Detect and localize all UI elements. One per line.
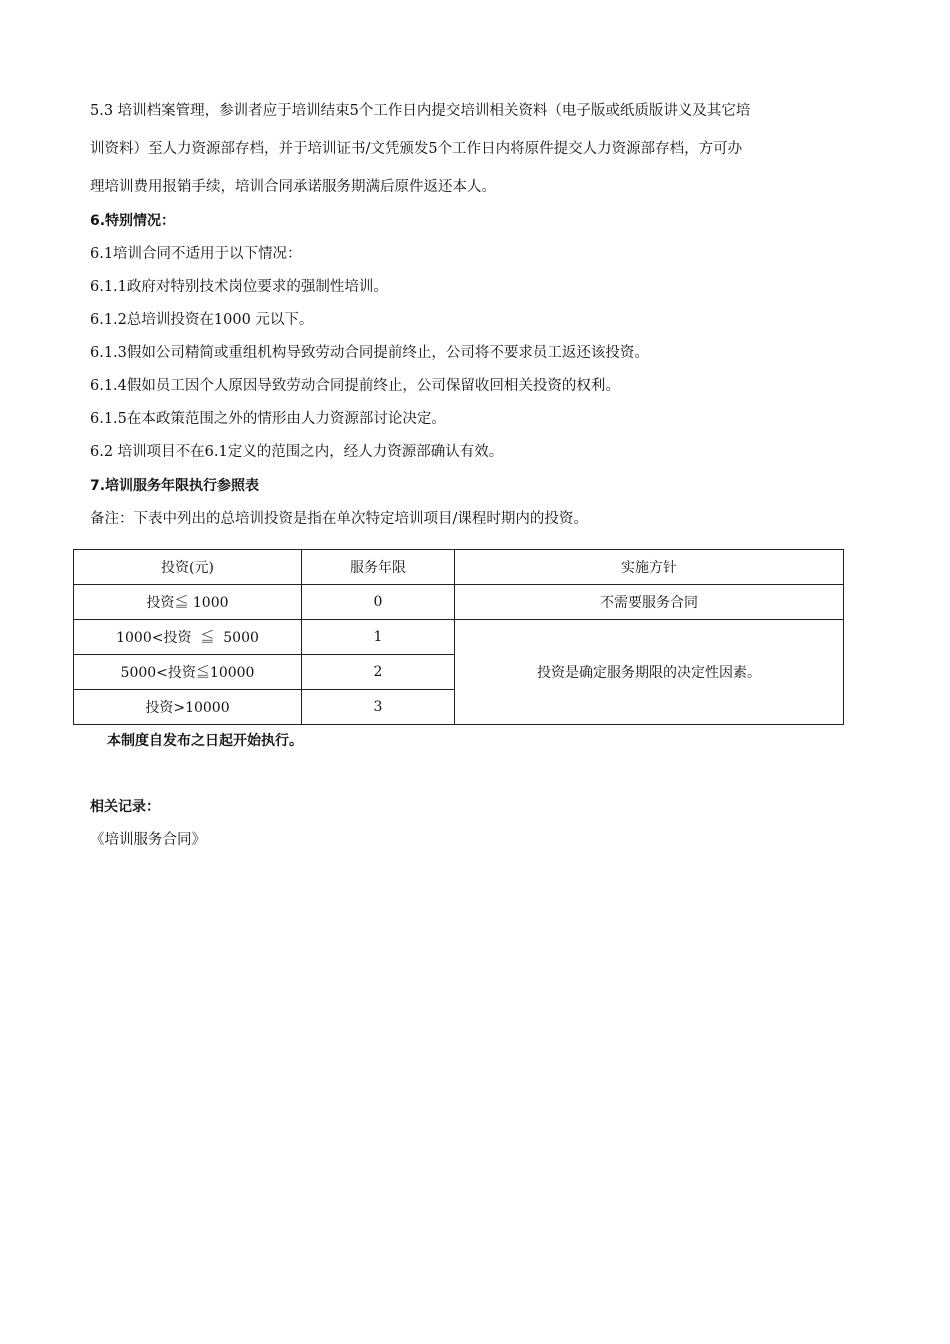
paragraph-6-1-5: 6.1.5在本政策范围之外的情形由人力资源部讨论决定。 [90, 411, 446, 427]
header-policy: 实施方针 [455, 550, 844, 585]
table-row [74, 585, 844, 620]
related-records-heading: 相关记录： [90, 799, 160, 815]
cell-merged-policy: 投资是确定服务期限的决定性因素。 [455, 620, 844, 725]
cell-investment: 投资≦ 1000 [74, 585, 302, 620]
paragraph-5-3-line-1: 5.3 培训档案管理，参训者应于培训结束5个工作日内提交培训相关资料（电子版或纸质版讲义及其它培 [90, 103, 751, 119]
paragraph-5-3-line-3: 理培训费用报销手续，培训合同承诺服务期满后原件返还本人。 [90, 179, 496, 195]
cell-years: 2 [302, 655, 455, 690]
table-row [74, 620, 844, 655]
paragraph-6-1-2: 6.1.2总培训投资在1000 元以下。 [90, 312, 314, 328]
table-note: 备注：下表中列出的总培训投资是指在单次特定培训项目/课程时期内的投资。 [90, 511, 588, 527]
section-7-heading: 7.培训服务年限执行参照表 [90, 478, 260, 494]
paragraph-5-3-line-2: 训资料）至人力资源部存档，并于培训证书/文凭颁发5个工作日内将原件提交人力资源部存档，方可办 [90, 141, 743, 157]
service-years-table [73, 549, 844, 725]
paragraph-6-1-4: 6.1.4假如员工因个人原因导致劳动合同提前终止，公司保留收回相关投资的权利。 [90, 378, 620, 394]
cell-investment: 1000<投资 ≦ 5000 [74, 620, 302, 655]
related-record-item: 《培训服务合同》 [90, 832, 206, 848]
table-header-row [74, 550, 844, 585]
cell-investment: 5000<投资≦10000 [74, 655, 302, 690]
paragraph-6-2: 6.2 培训项目不在6.1定义的范围之内，经人力资源部确认有效。 [90, 444, 504, 460]
cell-investment: 投资>10000 [74, 690, 302, 725]
cell-years: 0 [302, 585, 455, 620]
paragraph-6-1-1: 6.1.1政府对特别技术岗位要求的强制性培训。 [90, 279, 388, 295]
header-investment: 投资(元) [74, 550, 302, 585]
header-years: 服务年限 [302, 550, 455, 585]
cell-years: 3 [302, 690, 455, 725]
cell-years: 1 [302, 620, 455, 655]
section-6-heading: 6.特别情况： [90, 213, 176, 229]
paragraph-6-1-3: 6.1.3假如公司精简或重组机构导致劳动合同提前终止，公司将不要求员工返还该投资。 [90, 345, 649, 361]
cell-policy: 不需要服务合同 [455, 585, 844, 620]
effective-date-statement: 本制度自发布之日起开始执行。 [107, 733, 303, 749]
paragraph-6-1: 6.1培训合同不适用于以下情况： [90, 246, 302, 262]
